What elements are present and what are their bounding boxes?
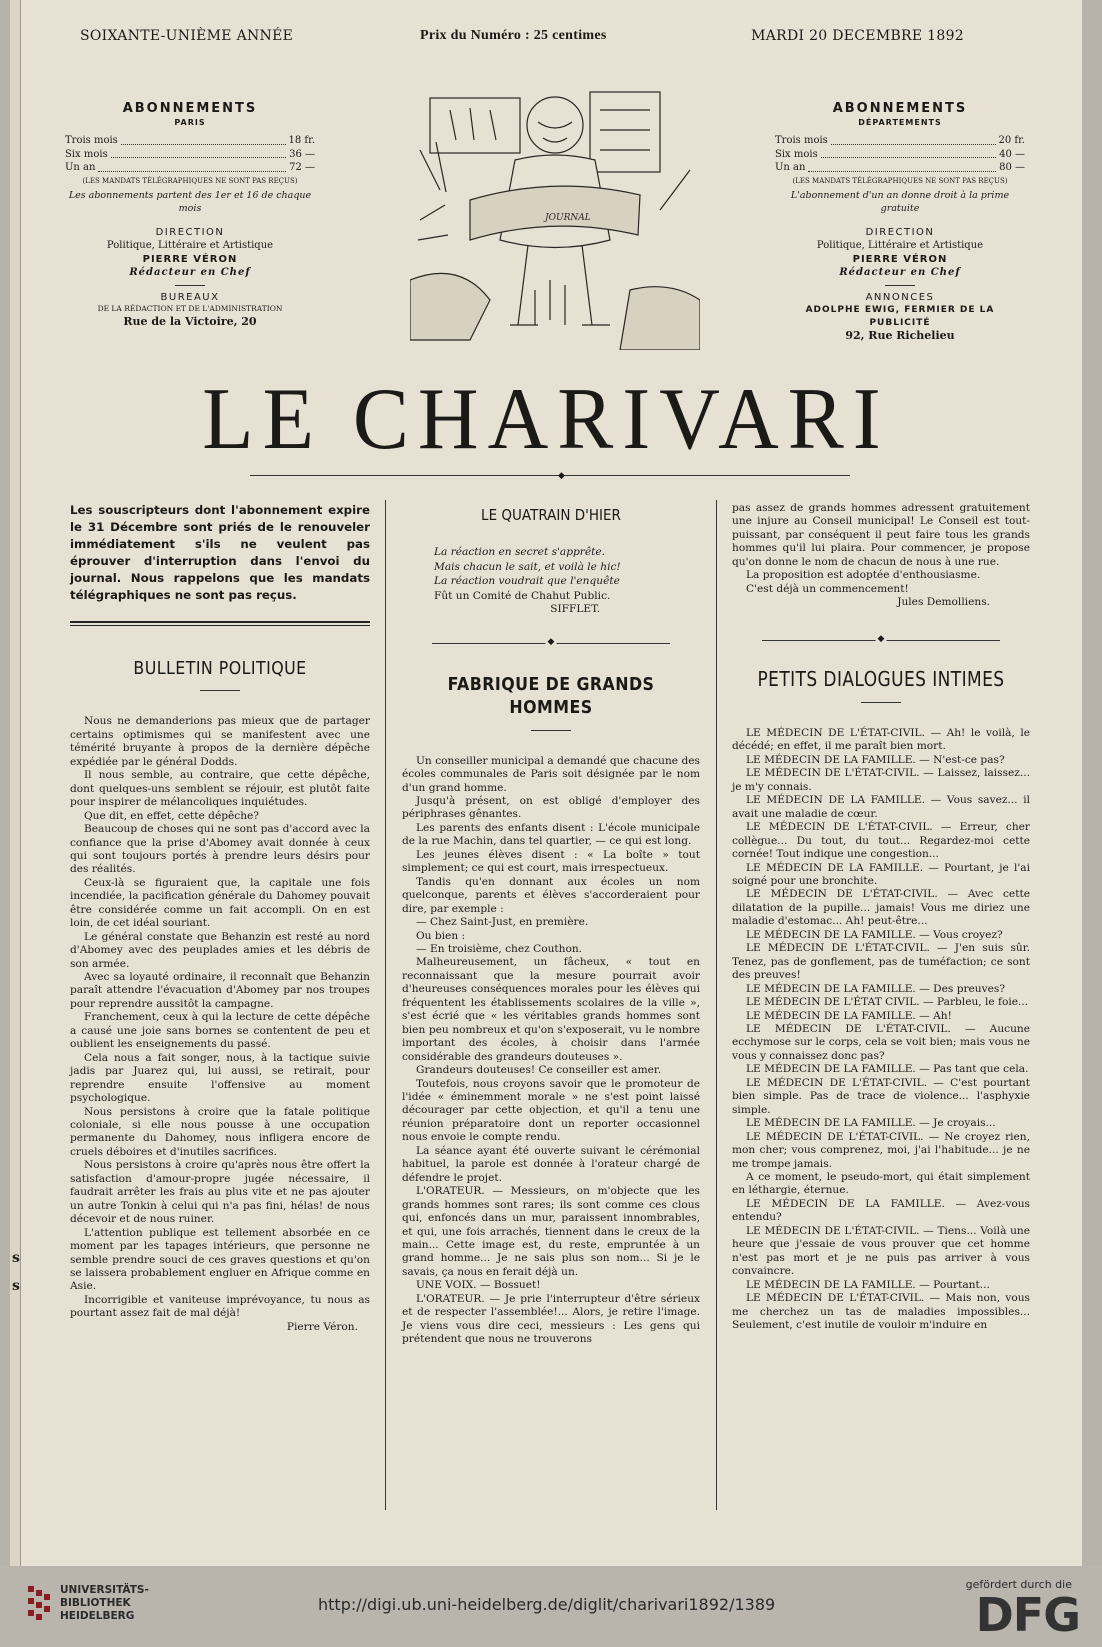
- dialogue-line: LE MÉDECIN DE L'ÉTAT-CIVIL. — Avec cette dilatation de la pupille... jamais! Vous me diriez une maladie d'estomac... Ah! peut-être...: [732, 888, 1030, 928]
- telegraph-note: (LES MANDATS TÉLÉGRAPHIQUES NE SONT PAS REÇUS): [82, 176, 298, 185]
- director-name: PIERRE VÉRON: [142, 253, 238, 265]
- paragraph: Malheureusement, un fâcheux, « tout en reconnaissant que la mesure pourrait avoir d'heureuses conséquences morales pour les élèves qui fréquentent les établissements scolaires de la ville », s'est écrié que « les véritables grands hommes sont bien peu nombreux et qu'on s'exposerait, vu le nombre important des écoles, à choisir dans l'armée considérable des grandeurs douteuses ».: [402, 956, 700, 1063]
- dialogue-line: LE MÉDECIN DE LA FAMILLE. — Je croyais...: [746, 1117, 996, 1130]
- paragraph: Franchement, ceux à qui la lecture de cette dépêche a causé une joie sans bornes se contentent de peu et oublient les enseignements du passé.: [70, 1011, 370, 1051]
- dialogue-line: LE MÉDECIN DE L'ÉTAT-CIVIL. — Aucune ecchymose sur le corps, cela se voit bien; mais vous ne vous y connaissez donc pas?: [732, 1022, 1030, 1062]
- poem-signature: SIFFLET.: [550, 603, 600, 616]
- dialogue-line: LE MÉDECIN DE L'ÉTAT CIVIL. — Parbleu, le foie...: [746, 996, 1029, 1009]
- dialogue-line: LE MÉDECIN DE LA FAMILLE. — Ah!: [746, 1009, 952, 1022]
- dialogue-line: A ce moment, le pseudo-mort, qui était simplement en léthargie, éternue.: [732, 1170, 1030, 1197]
- issue-price: Prix du Numéro : 25 centimes: [420, 28, 607, 43]
- article-title: PETITS DIALOGUES INTIMES: [757, 666, 1005, 691]
- paragraph: Les parents des enfants disent : L'école municipale de la rue Machin, dans tel quartier, — ce qui est long.: [402, 821, 700, 848]
- paragraph: C'est déjà un commencement!: [746, 582, 909, 595]
- telegraph-note: (LES MANDATS TÉLÉGRAPHIQUES NE SONT PAS REÇUS): [792, 176, 1008, 185]
- paragraph: Cela nous a fait songer, nous, à la tactique suivie jadis par Juarez qui, lui aussi, se retirait, pour reprendre ensuite l'offensive au moment psychologique.: [70, 1051, 370, 1105]
- paragraph: La proposition est adoptée d'enthousiasme.: [746, 569, 981, 582]
- column-right: [732, 502, 1030, 1332]
- rate-row: Trois mois 18 fr.: [65, 135, 315, 147]
- article-signature: Pierre Véron.: [286, 1320, 358, 1333]
- dialogue-line: LE MÉDECIN DE L'ÉTAT-CIVIL. — Laissez, laissez... je m'y connais.: [732, 767, 1030, 793]
- paragraph: Jusqu'à présent, on est obligé d'employer des périphrases gênantes.: [402, 795, 700, 821]
- article-signature: Jules Demolliens.: [897, 596, 990, 609]
- address: 92, Rue Richelieu: [845, 328, 955, 342]
- issue-date: MARDI 20 DECEMBRE 1892: [751, 28, 964, 44]
- dialogue-line: LE MÉDECIN DE LA FAMILLE. — N'est-ce pas?: [746, 753, 1005, 766]
- dialogue-line: LE MÉDECIN DE L'ÉTAT-CIVIL. — Ne croyez rien, mon cher; vous comprenez, moi, j'ai l'habitude... je ne me trompe jamais.: [732, 1130, 1030, 1170]
- address: Rue de la Victoire, 20: [123, 314, 257, 328]
- rate-row: Six mois 36 —: [65, 148, 315, 160]
- adjacent-page-edge: s s: [10, 0, 21, 1566]
- paragraph: UNE VOIX. — Bossuet!: [416, 1279, 541, 1292]
- paragraph: Grandeurs douteuses! Ce conseiller est amer.: [416, 1064, 662, 1077]
- paragraph: Beaucoup de choses qui ne sont pas d'accord avec la confiance que la prise d'Abomey avait donnée à ceux qui sont toujours portés à prendre leurs désirs pour des réalités.: [70, 823, 370, 876]
- paragraph: Ou bien :: [416, 929, 466, 942]
- paragraph: Nous persistons à croire qu'après nous être offert la satisfaction d'amour-propre jugée nécessaire, il faudrait arrêter les frais au plus vite et ne pas ajouter un autre Tonkin à celui qui n'a pas fini, hélas! de nous décevoir et de nous ruiner.: [70, 1159, 370, 1226]
- quatrain-poem: La réaction en secret s'apprête. Mais chacun le sait, et voilà le hic! La réaction voudrait que l'enquête Fût un Comité de Chahut Public.: [434, 546, 621, 602]
- annonces-desc: ADOLPHE EWIG, FERMIER DE LA PUBLICITÉ: [805, 305, 995, 328]
- paragraph: — En troisième, chez Couthon.: [416, 943, 583, 955]
- dialogue-line: LE MÉDECIN DE LA FAMILLE. — Vous croyez?: [746, 928, 1003, 941]
- box-title: ABONNEMENTS: [122, 101, 258, 116]
- article-body: [70, 715, 370, 1320]
- funding-label: gefördert durch die: [965, 1578, 1072, 1591]
- rate-row: Six mois 40 —: [775, 148, 1025, 160]
- dialogue-line: LE MÉDECIN DE L'ÉTAT-CIVIL. — J'en suis sûr. Tenez, pas de gonflement, pas de tuméfaction; ce sont des preuves!: [732, 942, 1030, 982]
- paragraph: Ceux-là se figuraient que, la capitale une fois incendiée, la pacification générale du Dahomey pouvait être considérée comme un fait accompli. On en est loin, de cet idéal souriant.: [70, 876, 370, 930]
- director-role: Rédacteur en Chef: [839, 267, 961, 279]
- column-divider: [716, 500, 717, 1510]
- dialogue-line: LE MÉDECIN DE LA FAMILLE. — Pas tant que cela.: [746, 1063, 1029, 1076]
- paragraph: Que dit, en effet, cette dépêche?: [84, 809, 259, 822]
- bureaux-label: BUREAUX: [160, 291, 220, 303]
- dialogue-line: LE MÉDECIN DE L'ÉTAT-CIVIL. — Erreur, cher collègue... Du tout, du tout... Regardez-moi cette cornée! Tout indique une congestion...: [732, 821, 1030, 861]
- paragraph: L'attention publique est tellement absorbée en ce moment par les tapages intérieurs, que personne ne semble prendre souci de ces graves questions et qu'on se laissera probablement engluer en Afrique comme en Asie.: [70, 1226, 370, 1293]
- direction-label: DIRECTION: [865, 226, 935, 238]
- paragraph: Un conseiller municipal a demandé que chacune des écoles communales de Paris soit désignée par le nom d'un grand homme.: [402, 754, 700, 794]
- paragraph: Il nous semble, au contraire, que cette dépêche, dont quelques-uns semblent se réjouir, est plutôt faite pour inspirer de mélancoliques inquiétudes.: [70, 769, 370, 809]
- subscription-box-departements: [775, 100, 1025, 344]
- dialogue-line: LE MÉDECIN DE LA FAMILLE. — Pourtant, je l'ai soigné pour une bronchite.: [732, 861, 1030, 887]
- column-divider: [385, 500, 386, 1510]
- paragraph: Toutefois, nous croyons savoir que le promoteur de l'idée « éminemment morale » ne s'est point laissé décourager par cette objection, et qu'il a tenu une réunion préparatoire dont un reporter occasionnel nous envoie le compte rendu.: [402, 1077, 700, 1144]
- dialogue-line: LE MÉDECIN DE L'ÉTAT-CIVIL. — C'est pourtant bien simple. Pas de trace de violence... l'asphyxie simple.: [732, 1076, 1030, 1116]
- dfg-logo: DFG: [975, 1588, 1080, 1642]
- rate-row: Trois mois 20 fr.: [775, 135, 1025, 147]
- direction-label: DIRECTION: [155, 226, 225, 238]
- caricature-illustration: [410, 80, 700, 350]
- source-url-link[interactable]: http://digi.ub.uni-heidelberg.de/diglit/charivari1892/1389: [318, 1595, 776, 1614]
- paragraph: La séance ayant été ouverte suivant le cérémonial habituel, la parole est donnée à l'orateur chargé de défendre le projet.: [402, 1144, 700, 1184]
- renewal-notice: Les souscripteurs dont l'abonnement expire le 31 Décembre sont priés de le renouveler immédiatement s'ils ne veulent pas éprouver d'interruption dans l'envoi du journal. Nous rappelons que les mandats télégraphiques ne sont pas reçus.: [70, 503, 370, 603]
- masthead-title: LE CHARIVARI: [202, 370, 890, 468]
- article-title: BULLETIN POLITIQUE: [133, 657, 307, 679]
- paragraph: Nous ne demanderions pas mieux que de partager certains optimismes qui se manifestent avec une témérité bruyante à propos de la dernière dépêche expédiée par le général Dodds.: [70, 715, 370, 768]
- direction-desc: Politique, Littéraire et Artistique: [106, 240, 274, 252]
- paragraph: L'ORATEUR. — Messieurs, on m'objecte que les grands hommes sont rares; ils sont comme ces clous qui, enfoncés dans un mur, paraissent innombrables, et qui, une fois arrachés, tiennent dans le creux de la main... Cette image est, du reste, empruntée à un grand homme... Je ne sais plus son nom... Si je le savais, ça nous en ferait déjà un.: [402, 1185, 700, 1278]
- paragraph: Tandis qu'en donnant aux écoles un nom quelconque, parents et élèves s'accorderaient pour dire, par exemple :: [402, 875, 700, 915]
- rate-row: Un an 72 —: [65, 162, 315, 174]
- paragraph: Les jeunes élèves disent : « La boîte » tout simplement; ce qui est court, mais irrespectueux.: [402, 848, 700, 875]
- paragraph: L'ORATEUR. — Je prie l'interrupteur d'être sérieux et de respecter l'assemblée!... Alors, je retire l'image. Je viens vous dire ceci, messieurs : Les gens qui prétendent que nous ne trouverons: [402, 1292, 700, 1346]
- article-continuation: [732, 502, 1030, 596]
- volume-year: SOIXANTE-UNIÈME ANNÉE: [80, 28, 294, 44]
- article-body: [402, 755, 700, 1347]
- paragraph: pas assez de grands hommes adressent gratuitement une injure au Conseil municipal! Le Conseil est tout-puissant, par conséquent il peut faire tous les grands hommes qu'il lui plaira. Pour commencer, je propose qu'on donne le nom de chacun de nous à une rue.: [732, 502, 1030, 568]
- bureaux-desc: DE LA RÉDACTION ET DE L'ADMINISTRATION: [97, 304, 283, 314]
- director-name: PIERRE VÉRON: [852, 253, 948, 265]
- column-middle: [402, 502, 700, 1347]
- paragraph: Incorrigible et vaniteuse imprévoyance, tu nous as pourtant assez fait de mal déjà!: [70, 1293, 370, 1320]
- box-subtitle: DÉPARTEMENTS: [858, 117, 942, 127]
- paragraph: Nous persistons à croire que la fatale politique coloniale, si elle nous pousse à une occupation permanente du Dahomey, nous infligera encore de cruels déboires et d'inutiles sacrifices.: [70, 1105, 370, 1158]
- paragraph: Le général constate que Behanzin est resté au nord d'Abomey avec des peuplades amies et les débris de son armée.: [70, 930, 370, 970]
- annonces-label: ANNONCES: [865, 291, 935, 303]
- column-bulletin: [70, 502, 370, 1334]
- university-logo-icon: [28, 1586, 50, 1622]
- section-divider: ◆: [762, 640, 1000, 651]
- article-title: FABRIQUE DE GRANDS HOMMES: [447, 673, 655, 718]
- dialogue-line: LE MÉDECIN DE LA FAMILLE. — Vous savez... il avait une maladie de cœur.: [732, 794, 1030, 820]
- direction-desc: Politique, Littéraire et Artistique: [816, 240, 984, 252]
- box-subtitle: PARIS: [174, 117, 206, 127]
- masthead-rule: [250, 475, 850, 476]
- prime-note: L'abonnement d'un an donne droit à la prime gratuite: [790, 190, 1010, 215]
- university-library-label: UNIVERSITÄTS- BIBLIOTHEK HEIDELBERG: [60, 1584, 149, 1623]
- subscription-box-paris: [65, 100, 315, 329]
- paragraph: — Chez Saint-Just, en première.: [416, 916, 589, 929]
- dialogue-line: LE MÉDECIN DE L'ÉTAT-CIVIL. — Mais non, vous me cherchez un tas de maladies impossibles... Seulement, c'est inutile de vouloir m'induire en: [732, 1292, 1030, 1331]
- newspaper-page: [10, 0, 1082, 1566]
- section-divider: ◆: [432, 643, 670, 654]
- dialogue-line: LE MÉDECIN DE LA FAMILLE. — Pourtant...: [746, 1278, 990, 1291]
- dialogue-line: LE MÉDECIN DE L'ÉTAT-CIVIL. — Ah! le voilà, le décédé; en effet, il me paraît bien mort.: [732, 727, 1030, 753]
- dialogue-line: LE MÉDECIN DE L'ÉTAT-CIVIL. — Tiens... Voilà une heure que j'essaie de vous prouver que cet homme n'est pas mort et je ne puis pas arriver à vous convaincre.: [732, 1224, 1030, 1278]
- dialogue-line: LE MÉDECIN DE LA FAMILLE. — Avez-vous entendu?: [732, 1197, 1030, 1224]
- illustration-journal-label: JOURNAL: [545, 213, 591, 223]
- box-title: ABONNEMENTS: [832, 101, 968, 116]
- director-role: Rédacteur en Chef: [129, 267, 251, 279]
- quatrain-title: LE QUATRAIN D'HIER: [481, 506, 621, 524]
- dialogue-line: LE MÉDECIN DE LA FAMILLE. — Des preuves?: [746, 982, 1006, 995]
- diamond-ornament: ◆: [558, 471, 565, 481]
- subscription-note: Les abonnements partent des 1er et 16 de chaque mois: [68, 190, 312, 215]
- rate-row: Un an 80 —: [775, 162, 1025, 174]
- paragraph: Avec sa loyauté ordinaire, il reconnaît que Behanzin paraît attendre l'évacuation d'Abomey par nos troupes pour reprendre aussitôt la campagne.: [70, 971, 370, 1010]
- dialogue-body: [732, 727, 1030, 1332]
